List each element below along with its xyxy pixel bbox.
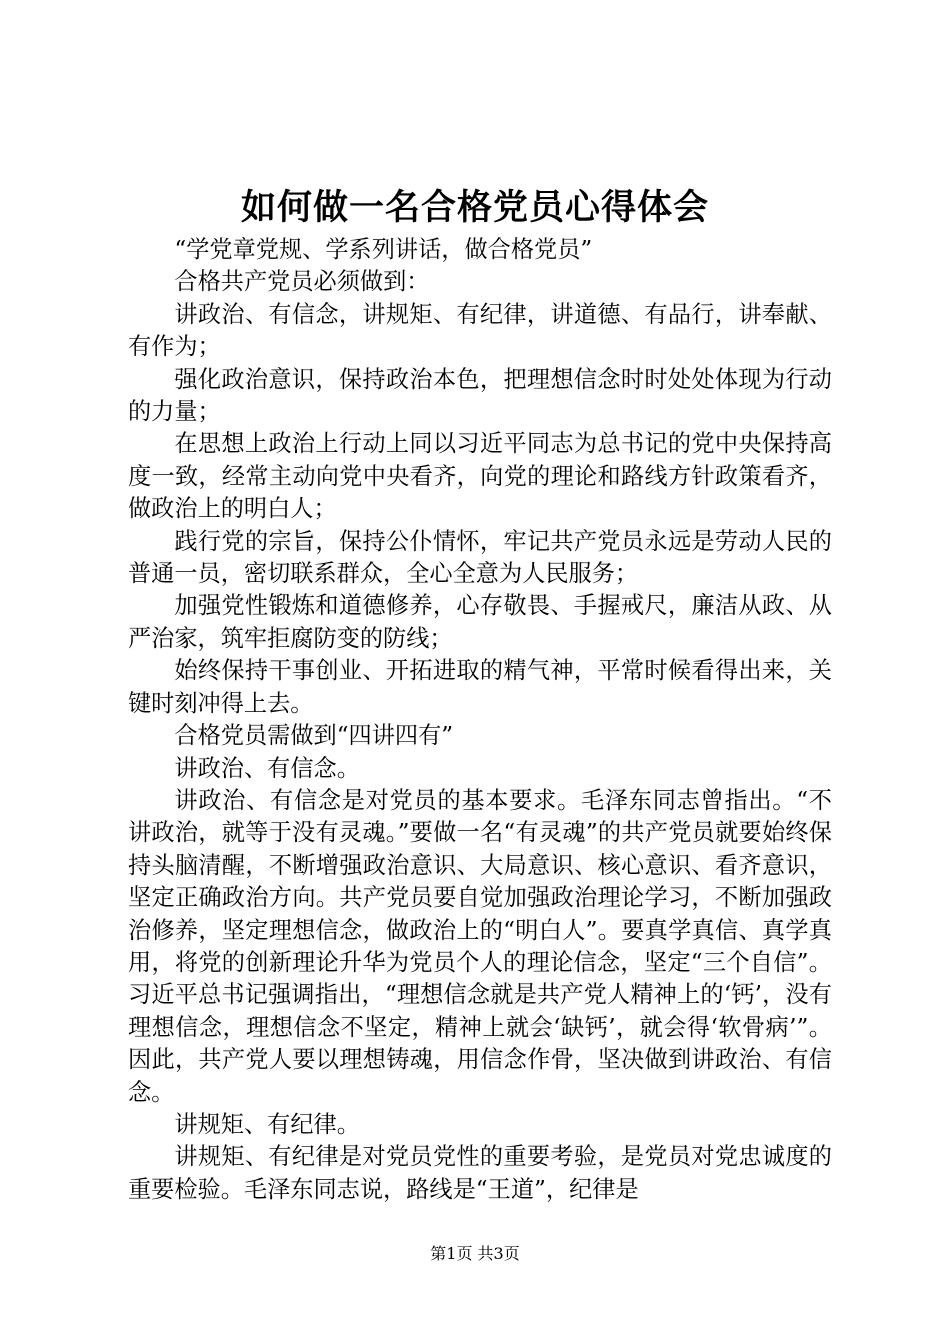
paragraph: 始终保持干事创业、开拓进取的精气神，平常时候看得出来，关键时刻冲得上去。 [128,657,832,717]
page-footer: 第1页 共3页 [430,1244,520,1263]
paragraph: 合格共产党员必须做到： [174,268,430,296]
paragraph: 讲政治、有信念，讲规矩、有纪律，讲道德、有品行，讲奉献、有作为； [128,300,832,361]
paragraph: 讲规矩、有纪律。 [174,1110,360,1138]
paragraph: 加强党性锻炼和道德修养，心存敬畏、手握戒尺，廉洁从政、从严治家，筑牢拒腐防变的防线； [128,592,832,652]
paragraph: 讲政治、有信念是对党员的基本要求。毛泽东同志曾指出。“不讲政治，就等于没有灵魂。”要做一名“有灵魂”的共产党员就要始终保持头脑清醒，不断增强政治意识、大局意识、核心意识、看齐意识，坚定正确政治方向。共产党员要自觉加强政治理论学习，不断加强政治修养，坚定理想信念，做政治上的“明白人”。要真学真信、真学真用，将党的创新理论升华为党员个人的理论信念，坚定“三个自信”。习近平总书记强调指出，“理想信念就是共产党人精神上的‘钙’，没有理想信念，理想信念不坚定，精神上就会‘缺钙’，就会得‘软骨病’”。因此，共产党人要以理想铸魂，用信念作骨，坚决做到讲政治、有信念。 [128,786,832,1106]
paragraph: 强化政治意识，保持政治本色，把理想信念时时处处体现为行动的力量； [128,365,832,426]
paragraph: “学党章党规、学系列讲话，做合格党员” [174,236,593,263]
paragraph: 讲规矩、有纪律是对党员党性的重要考验，是党员对党忠诚度的重要检验。毛泽东同志说，路线是“王道”，纪律是 [128,1143,832,1203]
paragraph: 讲政治、有信念。 [174,754,360,782]
paragraph: 在思想上政治上行动上同以习近平同志为总书记的党中央保持高度一致，经常主动向党中央看齐，向党的理论和路线方针政策看齐，做政治上的明白人； [128,430,832,523]
document-title: 如何做一名合格党员心得体会 [240,187,709,228]
paragraph: 合格党员需做到“四讲四有” [174,722,454,750]
paragraph: 践行党的宗旨，保持公仆情怀，牢记共产党员永远是劳动人民的普通一员，密切联系群众，全心全意为人民服务； [128,527,832,588]
document-body [128,234,832,1206]
